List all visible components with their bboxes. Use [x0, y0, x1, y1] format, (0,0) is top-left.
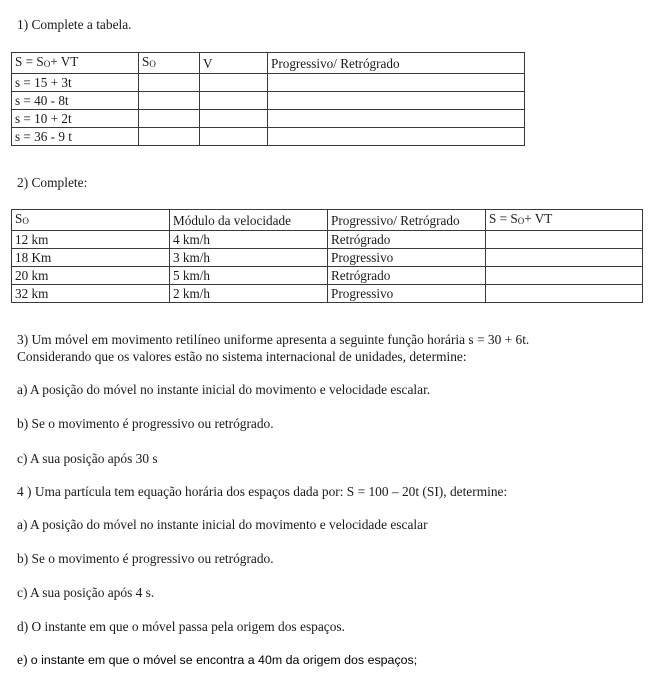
q1-header-row — [12, 53, 525, 74]
q1-title: 1) Complete a tabela. — [17, 17, 132, 32]
q1-header-v: V — [200, 53, 268, 74]
q2-s0-cell: 32 km — [12, 285, 170, 303]
q2-direction-cell: Retrógrado — [328, 267, 486, 285]
q4-item-b: b) Se o movimento é progressivo ou retrógrado. — [17, 551, 274, 566]
q1-direction-answer-cell[interactable] — [268, 110, 525, 128]
table-row — [12, 128, 525, 146]
q1-equation-cell: s = 15 + 3t — [12, 74, 139, 92]
q1-table — [11, 52, 525, 146]
q1-header-s0: $S_O$ — [139, 53, 200, 74]
q3-item-c: c) A sua posição após 30 s — [17, 451, 158, 466]
q3-item-b: b) Se o movimento é progressivo ou retrógrado. — [17, 416, 274, 431]
table-row — [12, 110, 525, 128]
q2-header-row — [12, 210, 643, 231]
q1-direction-answer-cell[interactable] — [268, 92, 525, 110]
q2-direction-cell: Retrógrado — [328, 231, 486, 249]
table-row — [12, 249, 643, 267]
table-row — [12, 74, 525, 92]
q1-direction-answer-cell[interactable] — [268, 74, 525, 92]
table-row — [12, 92, 525, 110]
q3-item-a: a) A posição do móvel no instante inicial do movimento e velocidade escalar. — [17, 382, 431, 397]
q2-title: 2) Complete: — [17, 175, 88, 190]
q2-speed-cell: 2 km/h — [170, 285, 328, 303]
q1-v-answer-cell[interactable] — [200, 110, 268, 128]
q2-s0-cell: 18 Km — [12, 249, 170, 267]
q4-item-e-text: o instante em que o móvel se encontra a 40m da origem dos espaços; — [30, 653, 418, 667]
q3-statement-line1: 3) Um móvel em movimento retilíneo uniforme apresenta a seguinte função horária s = 30 + 6t. — [17, 332, 530, 347]
q4-item-e — [17, 652, 417, 668]
q1-v-answer-cell[interactable] — [200, 92, 268, 110]
q2-equation-answer-cell[interactable] — [486, 285, 643, 303]
q1-direction-answer-cell[interactable] — [268, 128, 525, 146]
q2-speed-cell: 5 km/h — [170, 267, 328, 285]
q1-equation-cell: s = 40 - 8t — [12, 92, 139, 110]
table-row — [12, 267, 643, 285]
table-row — [12, 231, 643, 249]
q2-speed-cell: 3 km/h — [170, 249, 328, 267]
q4-item-a: a) A posição do móvel no instante inicial do movimento e velocidade escalar — [17, 517, 428, 532]
table-row — [12, 285, 643, 303]
q4-item-e-label: e) — [17, 652, 28, 667]
q1-v-answer-cell[interactable] — [200, 128, 268, 146]
q3-statement-line2: Considerando que os valores estão no sistema internacional de unidades, determine: — [17, 349, 467, 364]
q2-s0-cell: 20 km — [12, 267, 170, 285]
q1-s0-answer-cell[interactable] — [139, 110, 200, 128]
q2-equation-answer-cell[interactable] — [486, 249, 643, 267]
q2-speed-cell: 4 km/h — [170, 231, 328, 249]
q1-equation-cell: s = 36 - 9 t — [12, 128, 139, 146]
q1-equation-cell: s = 10 + 2t — [12, 110, 139, 128]
q4-item-c: c) A sua posição após 4 s. — [17, 585, 155, 600]
q2-header-speed: Módulo da velocidade — [170, 210, 328, 231]
q1-s0-answer-cell[interactable] — [139, 74, 200, 92]
q2-header-equation: $S = S_O+$ VT — [486, 210, 643, 231]
q1-s0-answer-cell[interactable] — [139, 92, 200, 110]
q1-header-direction: Progressivo/ Retrógrado — [268, 53, 525, 74]
q2-table — [11, 209, 643, 303]
q1-header-equation: $S = S_O+$ VT — [12, 53, 139, 74]
q2-direction-cell: Progressivo — [328, 285, 486, 303]
q2-header-s0: $S_O$ — [12, 210, 170, 231]
q1-v-answer-cell[interactable] — [200, 74, 268, 92]
q4-item-d: d) O instante em que o móvel passa pela origem dos espaços. — [17, 619, 345, 634]
q2-s0-cell: 12 km — [12, 231, 170, 249]
q1-s0-answer-cell[interactable] — [139, 128, 200, 146]
q4-statement: 4 ) Uma partícula tem equação horária dos espaços dada por: S = 100 – 20t (SI), determine: — [17, 484, 508, 499]
q2-direction-cell: Progressivo — [328, 249, 486, 267]
q2-equation-answer-cell[interactable] — [486, 231, 643, 249]
q2-header-direction: Progressivo/ Retrógrado — [328, 210, 486, 231]
q2-equation-answer-cell[interactable] — [486, 267, 643, 285]
